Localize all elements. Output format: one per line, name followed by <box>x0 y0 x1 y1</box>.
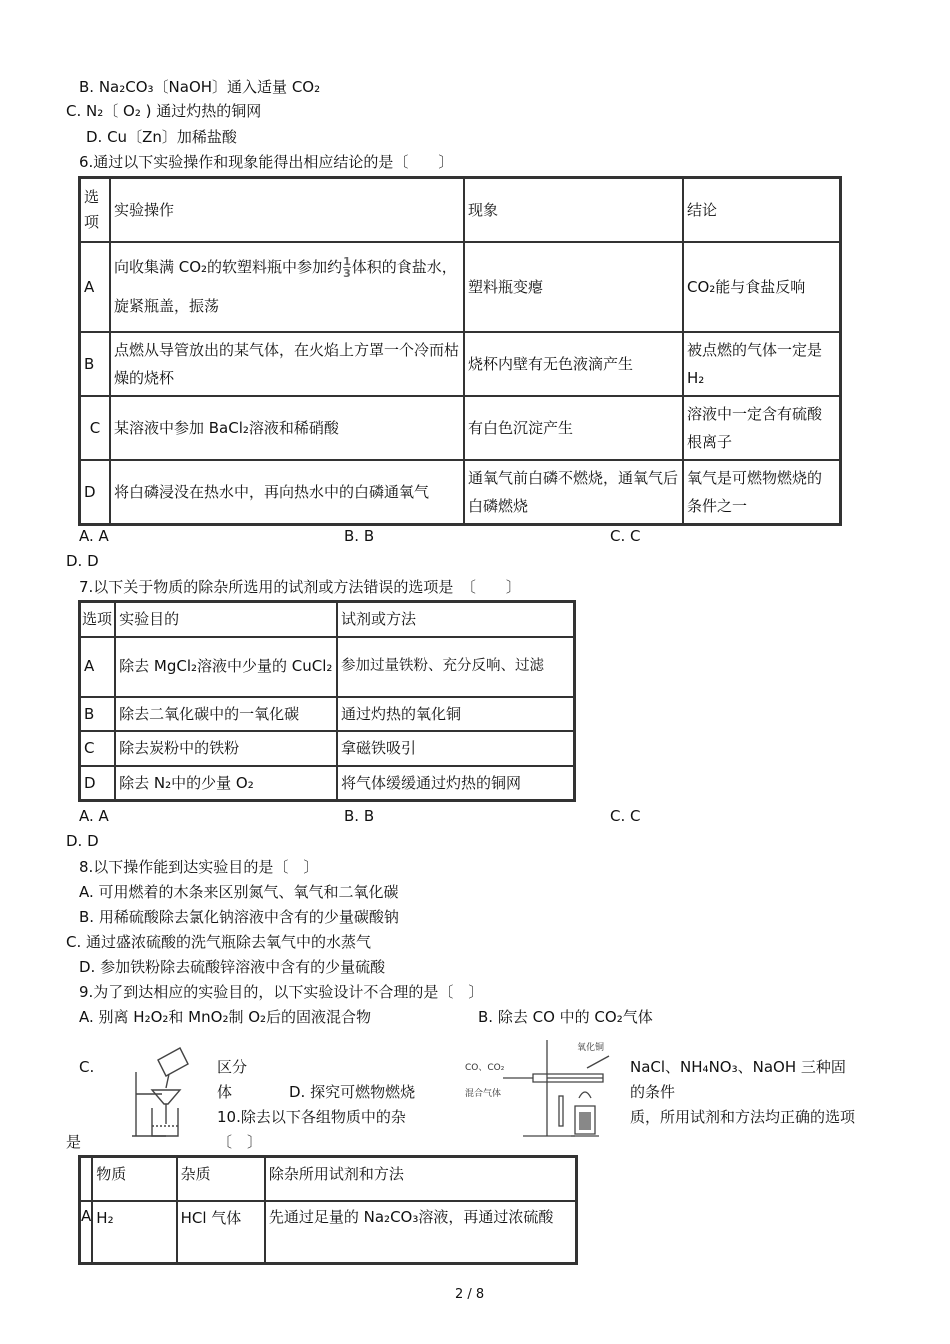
header-cell: 实验目的 <box>115 602 337 637</box>
goal-cell: 除去 N₂中的少量 O₂ <box>115 766 337 801</box>
table-row <box>80 460 840 524</box>
q6-choice-a: A. A <box>79 527 109 545</box>
fraction-one-third <box>343 256 351 279</box>
operation-cell: 某溶液中参加 BaCl₂溶液和稀硝酸 <box>110 396 464 460</box>
option-cell: B <box>80 332 110 396</box>
q7-choice-a: A. A <box>79 807 109 825</box>
q8-option-c: C. 通过盛浓硫酸的洗气瓶除去氧气中的水蒸气 <box>66 933 372 951</box>
table-row <box>80 697 574 732</box>
frac-numerator: 1 <box>343 255 351 268</box>
header-cell: 选项 <box>80 178 110 242</box>
q7-choice-c: C. C <box>610 807 641 825</box>
table-row <box>80 637 574 697</box>
table-row <box>80 731 574 766</box>
q7-choice-d: D. D <box>66 832 99 850</box>
q9-option-c-text-cont: 体 <box>217 1083 233 1101</box>
impurity-cell: HCl 气体 <box>177 1201 265 1263</box>
q9-stem: 9.为了到达相应的实验目的，以下实验设计不合理的是〔 〕 <box>79 983 484 1001</box>
page-number: 2 / 8 <box>455 1287 485 1302</box>
q10-answer-paren: 〔 〕 <box>217 1133 263 1151</box>
q8-option-a: A. 可用燃着的木条来区别氮气、氧气和二氧化碳 <box>79 883 399 901</box>
option-cell: A <box>80 1201 92 1263</box>
q6-stem: 6.通过以下实验操作和现象能得出相应结论的是〔 〕 <box>79 153 454 171</box>
option-cell: D <box>80 460 110 524</box>
conclusion-cell: 氧气是可燃物燃烧的条件之一 <box>683 460 840 524</box>
method-cell: 通过灼热的氧化铜 <box>337 697 574 732</box>
option-cell: B <box>80 697 115 732</box>
frac-denominator: 3 <box>343 267 351 280</box>
q10-stem: 10.除去以下各组物质中的杂 <box>217 1108 406 1126</box>
operation-text: 向收集满 CO₂的软塑料瓶中参加约 <box>114 258 343 276</box>
table-header-row <box>80 178 840 242</box>
method-cell: 先通过足量的 Na₂CO₃溶液，再通过浓硫酸 <box>265 1201 576 1263</box>
q9-option-d-cont: 的条件 <box>630 1083 676 1101</box>
operation-cell: 点燃从导管放出的某气体，在火焰上方罩一个冷而枯燥的烧杯 <box>110 332 464 396</box>
figure-label-gas: CO、CO₂ <box>465 1063 505 1073</box>
figure-label-mixed-gas: 混合气体 <box>465 1089 502 1099</box>
table-row <box>80 1201 576 1263</box>
phenomenon-cell: 有白色沉淀产生 <box>464 396 683 460</box>
substance-cell: H₂ <box>92 1201 176 1263</box>
conclusion-cell: 被点燃的气体一定是 H₂ <box>683 332 840 396</box>
q6-choice-b: B. B <box>344 527 375 545</box>
goal-cell: 除去炭粉中的铁粉 <box>115 731 337 766</box>
operation-text-cont: 体积的食盐水，旋紧瓶盖，振荡 <box>114 258 457 315</box>
goal-cell: 除去二氧化碳中的一氧化碳 <box>115 697 337 732</box>
table-row <box>80 332 840 396</box>
goal-cell: 除去 MgCl₂溶液中少量的 CuCl₂ <box>115 637 337 697</box>
q9-option-c-substances: NaCl、NH₄NO₃、NaOH 三种固 <box>630 1058 846 1076</box>
q6-choice-d: D. D <box>66 552 99 570</box>
q9-option-d: D. 探究可燃物燃烧 <box>289 1083 416 1101</box>
method-cell: 拿磁铁吸引 <box>337 731 574 766</box>
option-cell: D <box>80 766 115 801</box>
q9-option-c-label: C. <box>79 1058 95 1076</box>
q9-option-c-text: 区分 <box>217 1058 248 1076</box>
q7-stem: 7.以下关于物质的除杂所选用的试剂或方法错误的选项是 〔 〕 <box>79 578 521 596</box>
table-row <box>80 396 840 460</box>
q10-stem-end: 是 <box>66 1133 82 1151</box>
header-cell: 杂质 <box>177 1157 265 1201</box>
q10-table <box>78 1155 578 1265</box>
table-header-row <box>80 602 574 637</box>
figure-label-copper-oxide: 氧化铜 <box>577 1043 605 1053</box>
q5-option-b: B. Na₂CO₃〔NaOH〕通入适量 CO₂ <box>79 78 321 96</box>
header-cell: 结论 <box>683 178 840 242</box>
header-cell: 现象 <box>464 178 683 242</box>
q9-option-b: B. 除去 CO 中的 CO₂气体 <box>478 1008 653 1026</box>
table-row <box>80 766 574 801</box>
q9-option-a: A. 别离 H₂O₂和 MnO₂制 O₂后的固液混合物 <box>79 1008 372 1026</box>
phenomenon-cell: 塑料瓶变瘪 <box>464 242 683 332</box>
table-header-row <box>80 1157 576 1201</box>
q5-option-d: D. Cu〔Zn〕加稀盐酸 <box>86 128 237 146</box>
q8-option-d: D. 参加铁粉除去硫酸锌溶液中含有的少量硫酸 <box>79 958 386 976</box>
header-cell: 除杂所用试剂和方法 <box>265 1157 576 1201</box>
option-cell: A <box>80 242 110 332</box>
header-cell: 选项 <box>80 602 115 637</box>
q6-choice-c: C. C <box>610 527 641 545</box>
q8-stem: 8.以下操作能到达实验目的是〔 〕 <box>79 858 319 876</box>
conclusion-cell: 溶液中一定含有硫酸根离子 <box>683 396 840 460</box>
q7-choice-b: B. B <box>344 807 375 825</box>
q10-stem-cont: 质，所用试剂和方法均正确的选项 <box>630 1108 856 1126</box>
operation-cell <box>110 242 464 332</box>
phenomenon-cell: 通氧气前白磷不燃烧，通氧气后白磷燃烧 <box>464 460 683 524</box>
header-cell: 试剂或方法 <box>337 602 574 637</box>
filtration-apparatus-figure <box>122 1042 200 1140</box>
conclusion-cell: CO₂能与食盐反响 <box>683 242 840 332</box>
option-cell: A <box>80 637 115 697</box>
q6-table <box>78 176 842 526</box>
co-reduction-apparatus-figure <box>463 1036 623 1140</box>
option-cell: C <box>80 731 115 766</box>
method-cell: 参加过量铁粉、充分反响、过滤 <box>337 637 574 697</box>
q7-table <box>78 600 576 802</box>
operation-cell: 将白磷浸没在热水中，再向热水中的白磷通氧气 <box>110 460 464 524</box>
header-cell <box>80 1157 92 1201</box>
header-cell: 实验操作 <box>110 178 464 242</box>
header-cell: 物质 <box>92 1157 176 1201</box>
q5-option-c: C. N₂〔 O₂ ) 通过灼热的铜网 <box>66 102 262 120</box>
phenomenon-cell: 烧杯内壁有无色液滴产生 <box>464 332 683 396</box>
table-row <box>80 242 840 332</box>
option-cell: C <box>80 396 110 460</box>
q8-option-b: B. 用稀硫酸除去氯化钠溶液中含有的少量碳酸钠 <box>79 908 399 926</box>
method-cell: 将气体缓缓通过灼热的铜网 <box>337 766 574 801</box>
